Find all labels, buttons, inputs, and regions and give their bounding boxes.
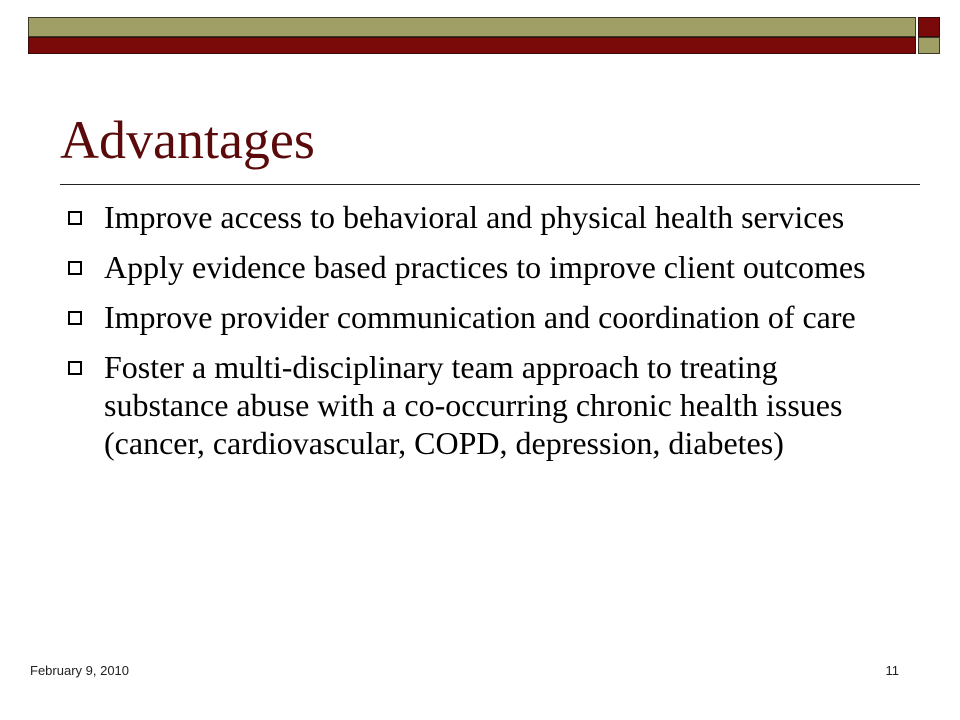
- bullet-list: [66, 198, 906, 474]
- bullet-item: [66, 348, 906, 462]
- header-corner-red-block: [918, 17, 940, 37]
- bullet-text: Apply evidence based practices to improve client outcomes: [104, 249, 866, 285]
- bullet-item: [66, 298, 906, 336]
- bullet-text: Foster a multi-disciplinary team approach to treating substance abuse with a co-occurring chronic health issues (cancer, cardiovascular, COPD, depression, diabetes): [104, 349, 843, 461]
- footer-page-number: 11: [885, 663, 899, 678]
- header-banner-olive-bar: [28, 17, 916, 37]
- footer-date: February 9, 2010: [30, 663, 130, 678]
- bullet-item: [66, 248, 906, 286]
- header-banner-red-bar: [28, 37, 916, 54]
- hollow-square-bullet-icon: [68, 261, 82, 275]
- hollow-square-bullet-icon: [68, 361, 82, 375]
- hollow-square-bullet-icon: [68, 211, 82, 225]
- bullet-text: Improve provider communication and coordination of care: [104, 299, 856, 335]
- header-corner-olive-block: [918, 37, 940, 54]
- slide-title: Advantages: [60, 110, 315, 170]
- bullet-item: [66, 198, 906, 236]
- title-divider: [60, 184, 920, 185]
- hollow-square-bullet-icon: [68, 311, 82, 325]
- bullet-text: Improve access to behavioral and physical health services: [104, 199, 845, 235]
